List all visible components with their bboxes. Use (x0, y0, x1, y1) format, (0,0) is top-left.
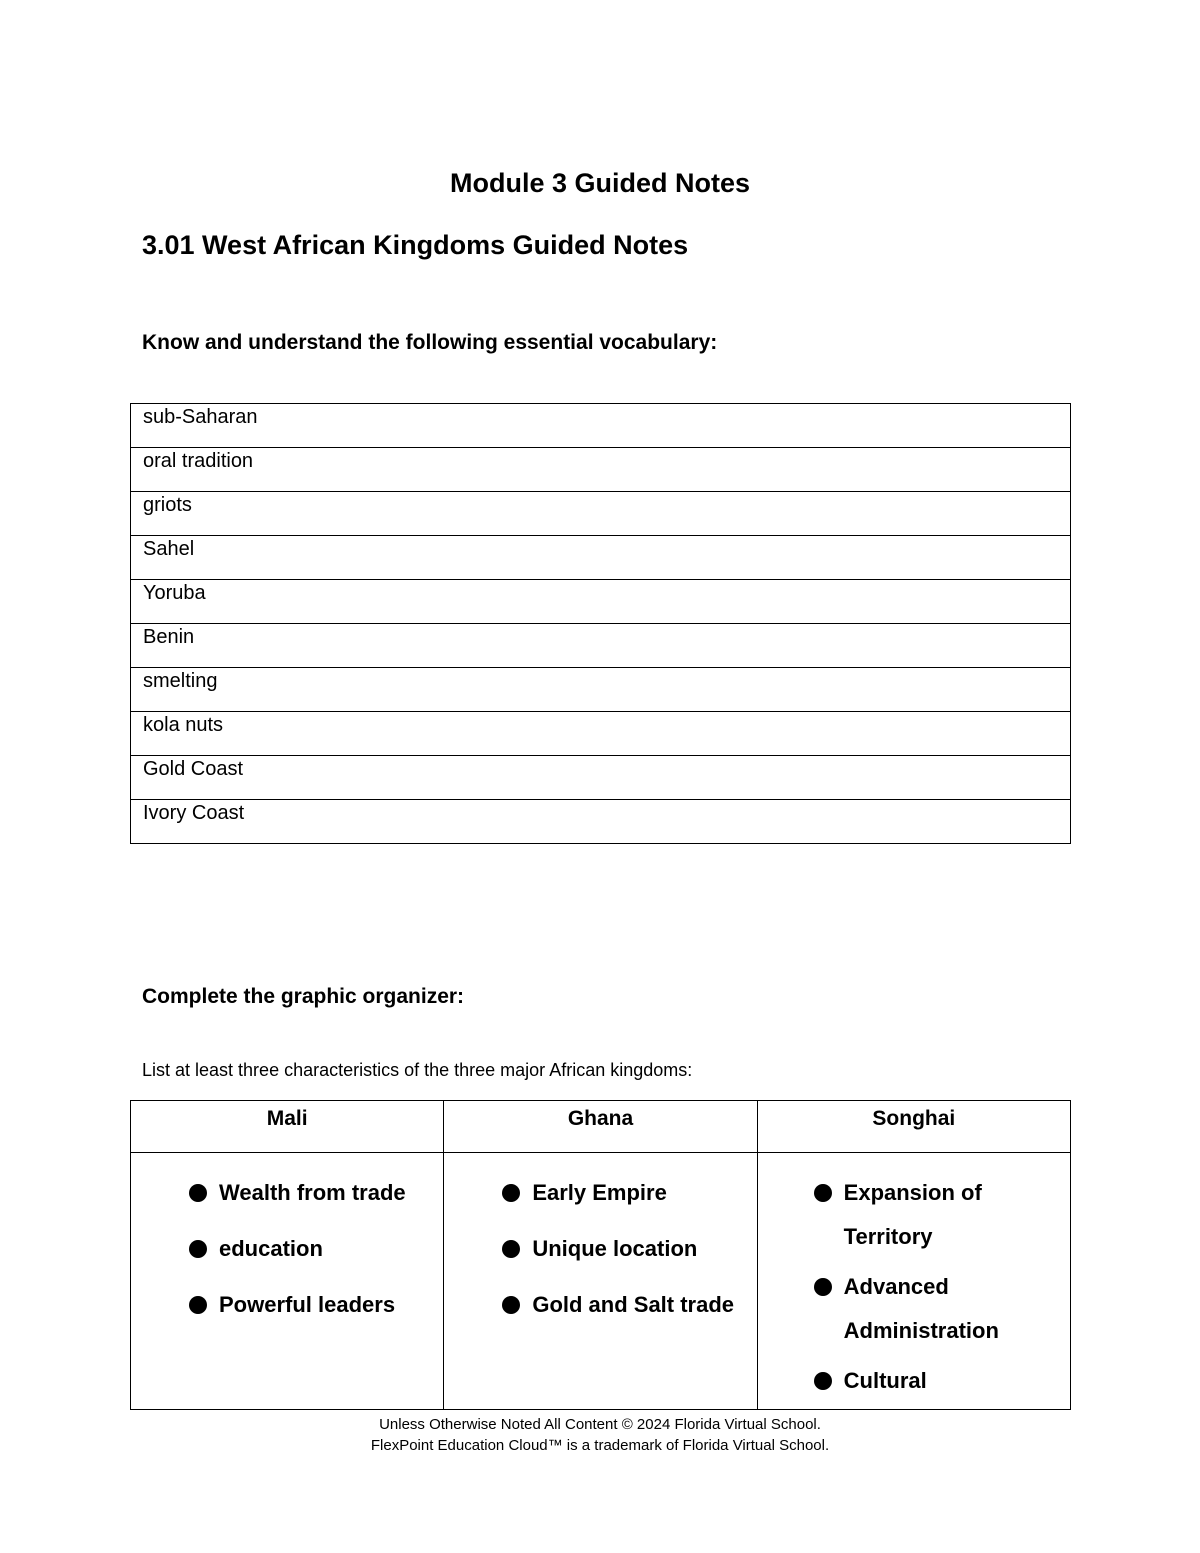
column-header-ghana: Ghana (444, 1101, 757, 1153)
vocabulary-row (131, 492, 1071, 536)
vocabulary-term[interactable]: Benin (131, 624, 1071, 668)
vocabulary-term[interactable]: kola nuts (131, 712, 1071, 756)
vocabulary-term[interactable]: Ivory Coast (131, 800, 1071, 844)
list-item: Unique location (532, 1227, 746, 1271)
graphic-organizer-table (130, 1100, 1071, 1410)
list-item: Wealth from trade (219, 1171, 433, 1215)
page-footer (0, 1414, 1200, 1456)
list-item: Powerful leaders (219, 1283, 433, 1327)
list-item: Cultural (844, 1359, 1060, 1403)
vocabulary-term[interactable]: Yoruba (131, 580, 1071, 624)
list-item: Advanced Administration (844, 1265, 1060, 1353)
mali-list (141, 1171, 433, 1327)
ghana-list (454, 1171, 746, 1327)
songhai-list (768, 1171, 1060, 1403)
lesson-title: 3.01 West African Kingdoms Guided Notes (142, 230, 689, 260)
vocabulary-row (131, 624, 1071, 668)
vocabulary-row (131, 800, 1071, 844)
vocabulary-term[interactable]: Sahel (131, 536, 1071, 580)
page-title: Module 3 Guided Notes (449, 168, 751, 198)
list-item: Gold and Salt trade (532, 1283, 746, 1327)
organizer-heading: Complete the graphic organizer: (142, 985, 465, 1008)
mali-cell[interactable] (131, 1153, 444, 1410)
vocabulary-row (131, 536, 1071, 580)
vocabulary-heading: Know and understand the following essential vocabulary: (142, 331, 718, 354)
vocabulary-row (131, 580, 1071, 624)
trademark-notice: FlexPoint Education Cloud™ is a trademark of Florida Virtual School. (370, 1437, 830, 1454)
copyright-notice: Unless Otherwise Noted All Content © 2024 Florida Virtual School. (379, 1416, 821, 1433)
vocabulary-term[interactable]: Gold Coast (131, 756, 1071, 800)
vocabulary-term[interactable]: griots (131, 492, 1071, 536)
column-header-mali: Mali (131, 1101, 444, 1153)
vocabulary-term[interactable]: sub-Saharan (131, 404, 1071, 448)
vocabulary-row (131, 712, 1071, 756)
songhai-cell[interactable] (757, 1153, 1070, 1410)
column-header-songhai: Songhai (757, 1101, 1070, 1153)
vocabulary-term[interactable]: smelting (131, 668, 1071, 712)
vocabulary-row (131, 756, 1071, 800)
vocabulary-term[interactable]: oral tradition (131, 448, 1071, 492)
list-item: Expansion of Territory (844, 1171, 1060, 1259)
list-item: Early Empire (532, 1171, 746, 1215)
ghana-cell[interactable] (444, 1153, 757, 1410)
vocabulary-row (131, 448, 1071, 492)
vocabulary-row (131, 404, 1071, 448)
organizer-instructions: List at least three characteristics of the three major African kingdoms: (142, 1060, 693, 1080)
list-item: education (219, 1227, 433, 1271)
vocabulary-row (131, 668, 1071, 712)
vocabulary-table (130, 403, 1071, 844)
